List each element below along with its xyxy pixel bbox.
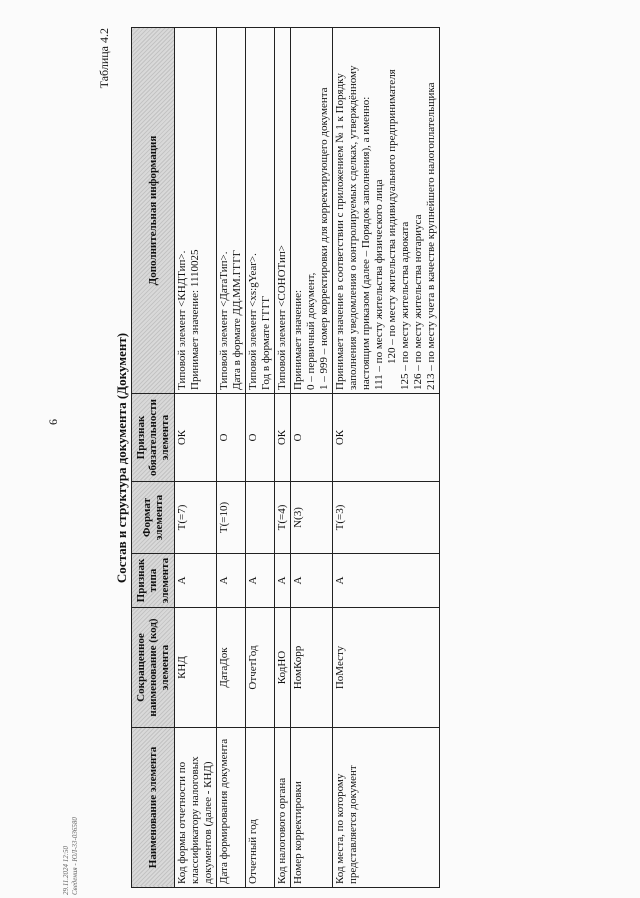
info-line: Принимает значение: — [292, 289, 304, 390]
cell-type: А — [333, 554, 440, 608]
cell-type: А — [217, 554, 246, 608]
info-line: Принимает значение: 1110025 — [189, 249, 201, 390]
header-element-code: Сокращенное наименование (код) элемента — [132, 608, 175, 728]
cell-type: А — [246, 554, 275, 608]
stamp-line-2: Сведения - ЮЛ-33-036580 — [71, 817, 79, 895]
rotated-table-section — [95, 28, 605, 888]
cell-format — [246, 482, 275, 554]
info-line: Год в формате ГГГГ — [260, 295, 272, 390]
cell-code: ПоМесту — [333, 608, 440, 728]
cell-format: T(=10) — [217, 482, 246, 554]
info-line: 120 – по месту жительства индивидуального предпринимателя — [386, 69, 398, 364]
header-additional-info: Дополнительная информация — [132, 28, 175, 394]
cell-info — [175, 28, 217, 394]
table-header-row — [132, 28, 175, 888]
cell-code: ОтчетГод — [246, 608, 275, 728]
cell-name: Отчетный год — [246, 728, 275, 888]
cell-required: О — [246, 394, 275, 482]
info-line: 0 – первичный документ, — [305, 272, 317, 390]
cell-name: Дата формирования документа — [217, 728, 246, 888]
stamp-line-1: 29.11.2024 12:50 — [62, 845, 70, 895]
cell-required: ОК — [275, 394, 291, 482]
document-stamp — [62, 817, 80, 895]
table-row — [275, 28, 291, 888]
info-line: 1 – 999 – номер корректировки для корректирующего документа — [318, 87, 330, 390]
cell-required: ОК — [333, 394, 440, 482]
cell-name: Код места, по которому представляется документ — [333, 728, 440, 888]
cell-code: КодНО — [275, 608, 291, 728]
info-line: Типовой элемент <xs:gYear>. — [247, 253, 259, 390]
cell-name: Код налогового органа — [275, 728, 291, 888]
cell-required: ОК — [175, 394, 217, 482]
cell-type: А — [275, 554, 291, 608]
table-row — [291, 28, 333, 888]
table-title: Состав и структура документа (Документ) — [114, 332, 129, 584]
cell-name: Код формы отчетности по классификатору налоговых документов (далее - КНД) — [175, 728, 217, 888]
page-number: 6 — [46, 419, 60, 425]
info-line: 125 – по месту жительства адвоката — [399, 221, 411, 390]
info-line: Типовой элемент <ДатаТип>. — [218, 251, 230, 390]
cell-info — [275, 28, 291, 394]
info-line: 213 – по месту учета в качестве крупнейшего налогоплательщика — [425, 82, 437, 390]
cell-format: T(=7) — [175, 482, 217, 554]
cell-info — [246, 28, 275, 394]
table-row — [217, 28, 246, 888]
cell-code: ДатаДок — [217, 608, 246, 728]
document-structure-table — [131, 27, 440, 888]
cell-info — [333, 28, 440, 394]
table-row — [246, 28, 275, 888]
cell-required: О — [291, 394, 333, 482]
header-element-required: Признак обязательности элемента — [132, 394, 175, 482]
header-element-format: Формат элемента — [132, 482, 175, 554]
cell-name: Номер корректировки — [291, 728, 333, 888]
cell-format: T(=3) — [333, 482, 440, 554]
table-number: Таблица 4.2 — [97, 28, 111, 89]
cell-info — [217, 28, 246, 394]
cell-format: T(=4) — [275, 482, 291, 554]
cell-type: А — [175, 554, 217, 608]
info-line: 126 – по месту жительства нотариуса — [412, 214, 424, 390]
cell-info — [291, 28, 333, 394]
header-element-name: Наименование элемента — [132, 728, 175, 888]
cell-format: N(3) — [291, 482, 333, 554]
cell-type: А — [291, 554, 333, 608]
info-line: Принимает значение в соответствии с приложением № 1 к Порядку заполнения уведомления о контролируемых сделках, утверждённому настоящим приказом (далее – Порядок заполнения), а именно: — [334, 65, 372, 390]
cell-code: КНД — [175, 608, 217, 728]
info-line: 111 – по месту жительства физического лица — [373, 179, 385, 390]
info-line: Типовой элемент <КНДТип>. — [176, 250, 188, 390]
cell-code: НомКорр — [291, 608, 333, 728]
header-element-type: Признак типа элемента — [132, 554, 175, 608]
cell-required: О — [217, 394, 246, 482]
info-line: Типовой элемент <СОНОТип> — [276, 245, 288, 390]
table-row — [175, 28, 217, 888]
table-row — [333, 28, 440, 888]
info-line: Дата в формате ДД.ММ.ГГГГ — [231, 249, 243, 390]
